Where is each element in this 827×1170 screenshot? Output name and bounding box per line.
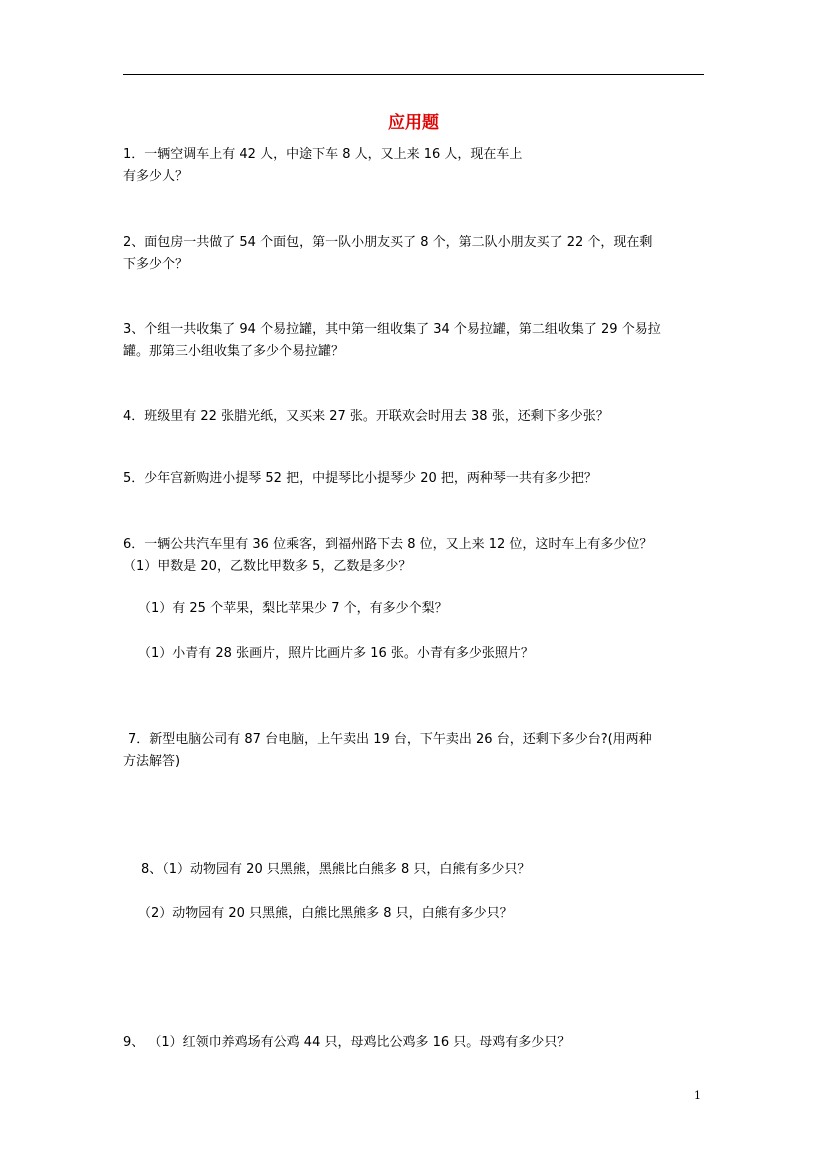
question-6b-line-1: （1）小青有 28 张画片，照片比画片多 16 张。小青有多少张照片？	[138, 646, 534, 661]
question-9-line-1: 9、 （1）红领巾养鸡场有公鸡 44 只，母鸡比公鸡多 16 只。母鸡有多少只？	[123, 1035, 571, 1050]
question-6a-line-1: （1）有 25 个苹果，梨比苹果少 7 个，有多少个梨？	[138, 601, 448, 616]
question-2-line-1: 2、面包房一共做了 54 个面包，第一队小朋友买了 8 个，第二队小朋友买了 22 个，现在剩	[123, 235, 653, 250]
question-5-line-1: 5．少年宫新购进小提琴 52 把，中提琴比小提琴少 20 把，两种琴一共有多少把？	[123, 471, 597, 486]
question-3-line-2: 罐。那第三小组收集了多少个易拉罐？	[123, 344, 345, 359]
question-6-line-1: 6．一辆公共汽车里有 36 位乘客，到福州路下去 8 位，又上来 12 位，这时车上有多少位？	[123, 537, 653, 552]
question-2-line-2: 下多少个？	[123, 257, 189, 272]
question-6-line-2: （1）甲数是 20，乙数比甲数多 5，乙数是多少？	[123, 559, 412, 574]
question-8-line-1: 8、（1）动物园有 20 只黑熊，黑熊比白熊多 8 只，白熊有多少只？	[141, 862, 531, 877]
question-3-line-1: 3、个组一共收集了 94 个易拉罐，其中第一组收集了 34 个易拉罐，第二组收集了 29 个易拉	[123, 322, 661, 337]
page-title: 应用题	[388, 113, 439, 133]
question-1-line-2: 有多少人？	[123, 169, 189, 184]
question-7-line-2: 方法解答)	[123, 754, 181, 769]
page-number: 1	[694, 1089, 701, 1102]
question-7-line-1: 7．新型电脑公司有 87 台电脑，上午卖出 19 台，下午卖出 26 台，还剩下多少台?(用两种	[128, 732, 652, 747]
question-4-line-1: 4．班级里有 22 张腊光纸，又买来 27 张。开联欢会时用去 38 张，还剩下多少张？	[123, 409, 609, 424]
question-1-line-1: 1．一辆空调车上有 42 人，中途下车 8 人，又上来 16 人，现在车上	[123, 147, 523, 162]
question-8-line-2: （2）动物园有 20 只黑熊，白熊比黑熊多 8 只，白熊有多少只？	[138, 906, 513, 921]
header-rule	[123, 74, 704, 75]
